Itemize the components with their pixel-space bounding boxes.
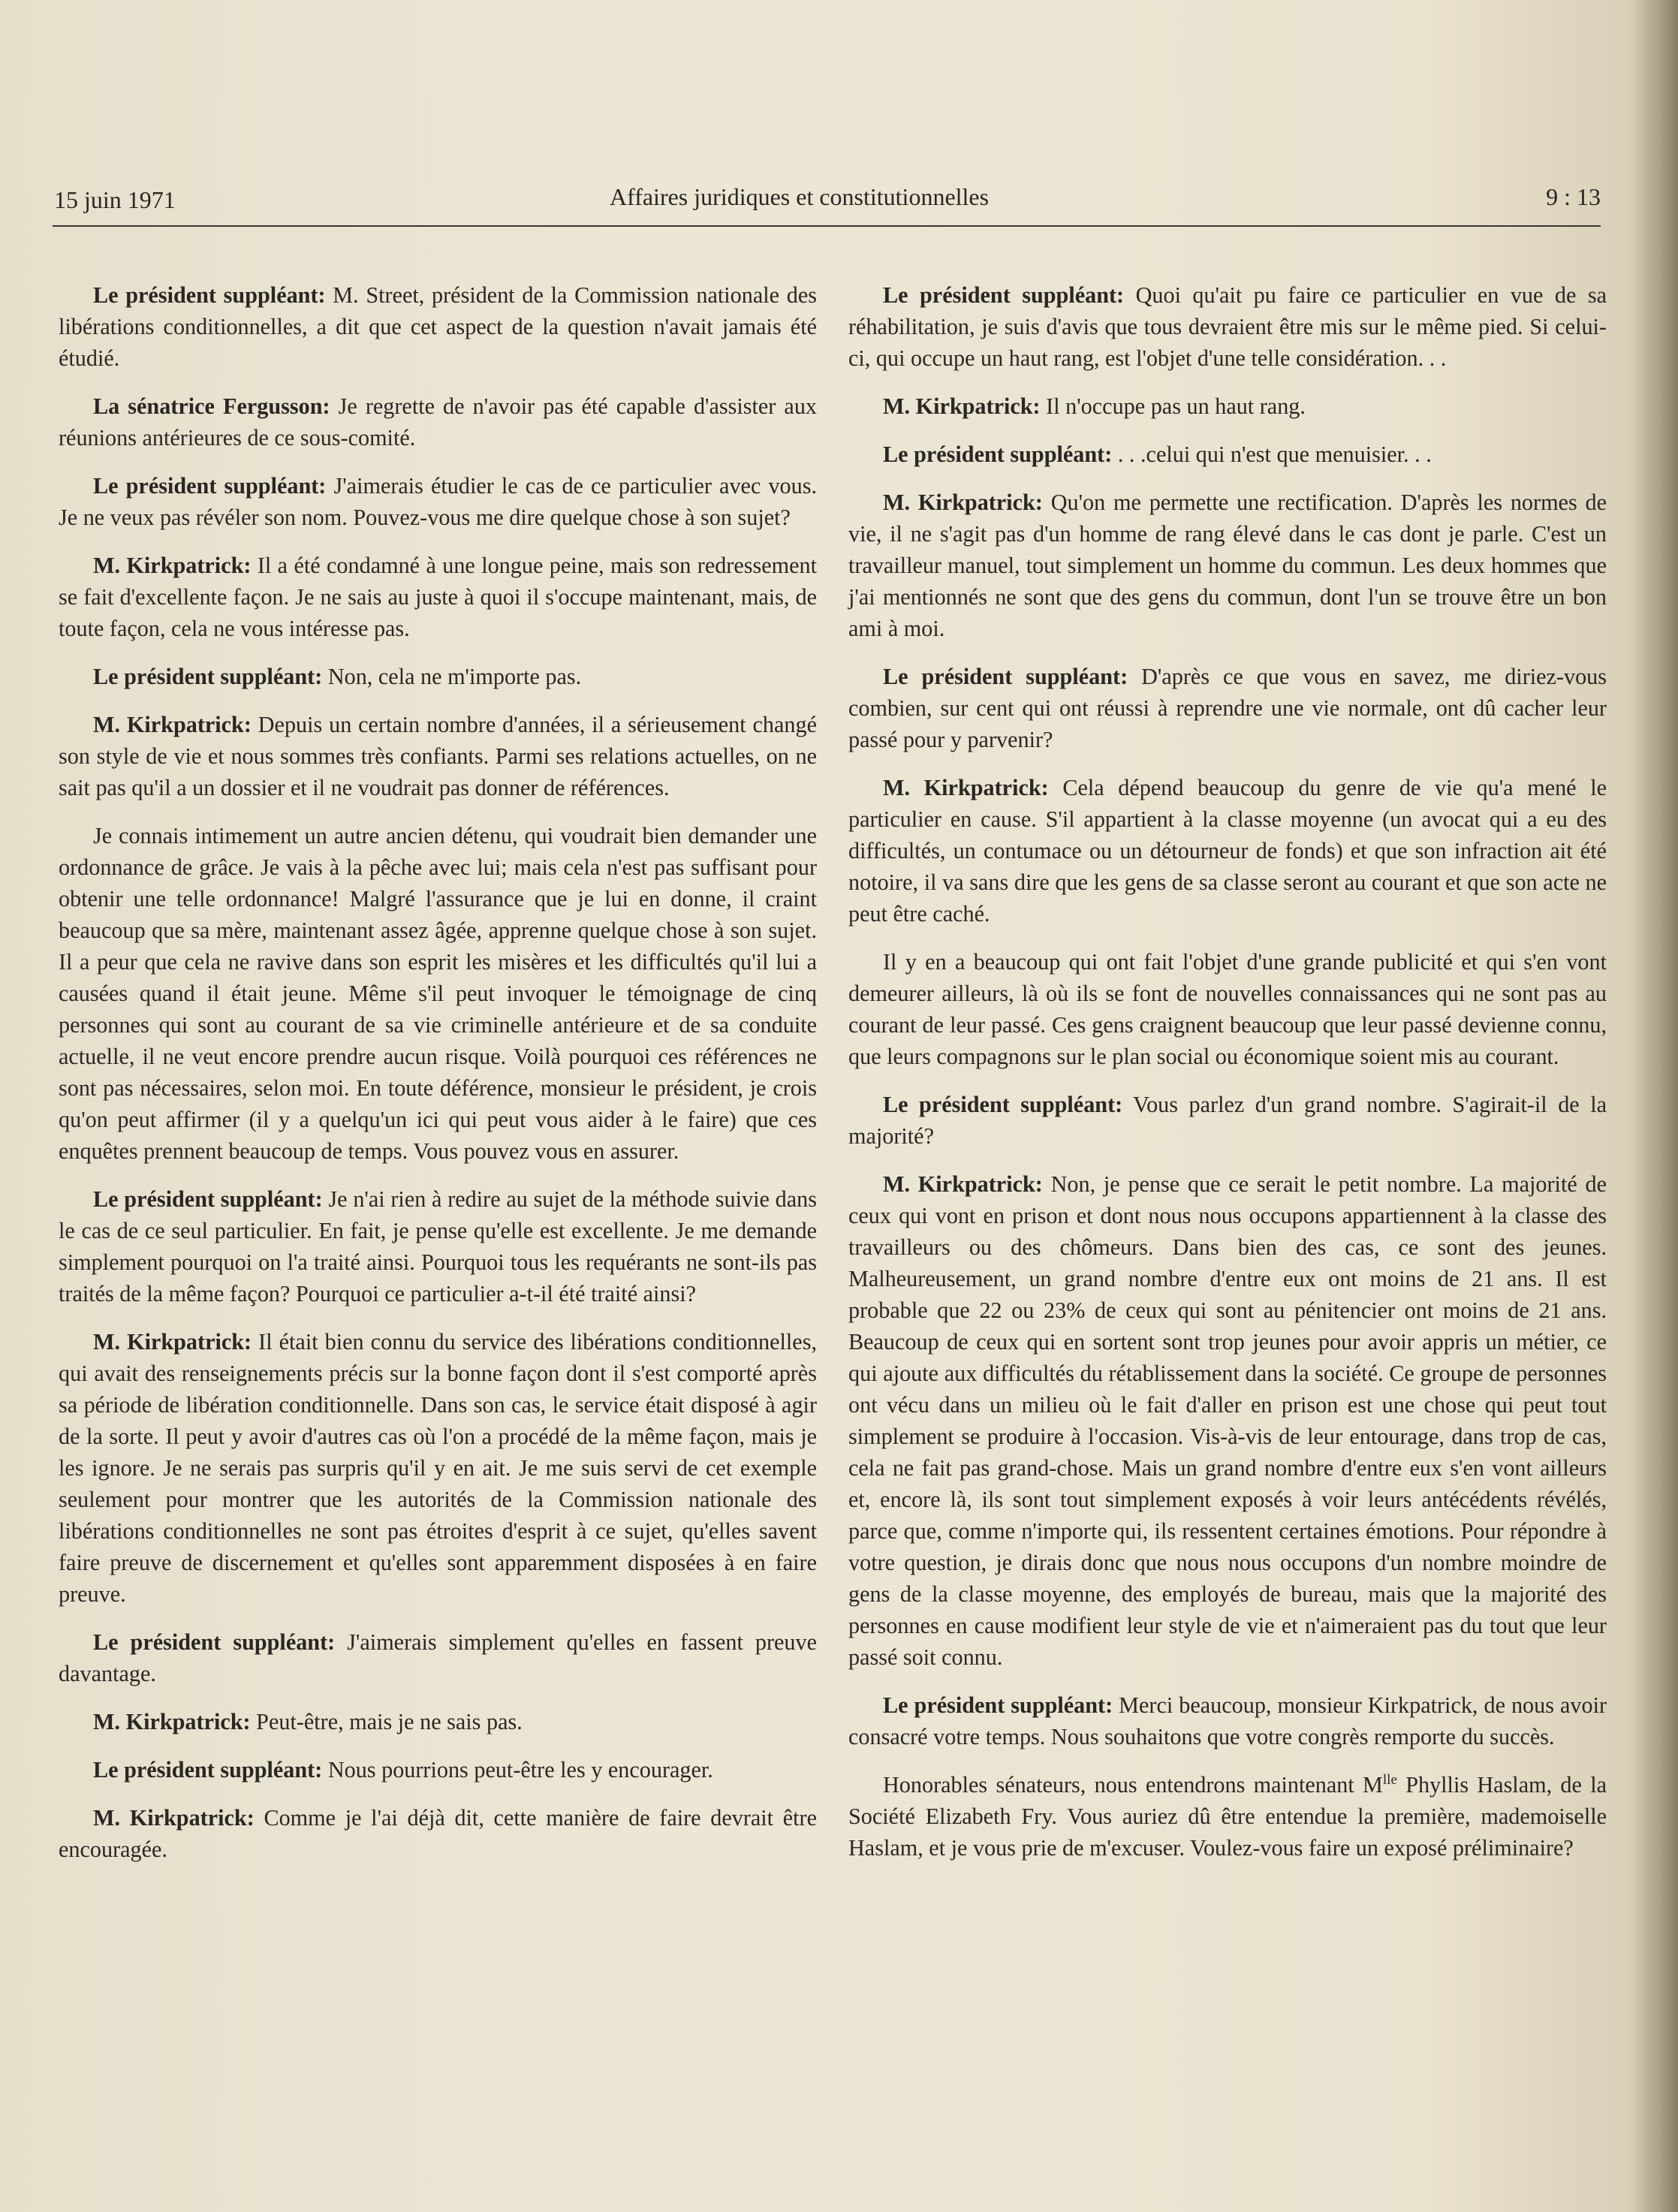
paragraph [848,661,1607,755]
paragraph [59,1326,817,1610]
paragraph [59,1706,817,1737]
paragraph [59,1183,817,1309]
paragraph [848,772,1607,930]
left-column [59,279,817,1882]
paragraph-text: Merci beaucoup, monsieur Kirkpatrick, de nous avoir consacré votre temps. Nous souhaitons que votre congrès remporte du succès. [848,1692,1607,1749]
paragraph [848,1089,1607,1152]
speaker-name: M. Kirkpatrick: [93,1805,255,1831]
paragraph [59,1754,817,1786]
paragraph [848,946,1607,1072]
right-column [848,279,1607,1880]
paragraph-text: Je regrette de n'avoir pas été capable d'assister aux réunions antérieures de ce sous-comité. [59,393,818,451]
speaker-name: Le président suppléant: [93,282,326,308]
speaker-name: Le président suppléant: [93,1186,323,1212]
paragraph-text: Non, je pense que ce serait le petit nombre. La majorité de ceux qui vont en prison et dont nous nous occupons appartiennent à la classe des travailleurs ou des chômeurs. Dans bien des cas, ce sont des jeunes. Malheureusement, un grand nombre d'entre eux ont moins de 21 ans. Il est probable que 22 ou 23% de ceux qui sont au pénitencier ont moins de 21 ans. Beaucoup de ceux qui en sortent sont trop jeunes pour avoir appris un métier, ce qui ajoute aux difficultés du rétablissement dans la société. Ce groupe de personnes ont vécu dans un milieu où le fait d'aller en prison est une chose qui peut tout simplement se produire à l'occasion. Vis-à-vis de leur entourage, dans trop de cas, cela ne fait pas grand-chose. Mais un grand nombre d'entre eux s'en vont ailleurs et, encore là, ils sont tout simplement exposés à voir leurs antécédents révélés, parce que, comme n'importe qui, ils ressentent certaines émotions. Pour répondre à votre question, je dirais donc que nous nous occupons d'un nombre moindre de gens de la classe moyenne, des employés de bureau, mais que la majorité des personnes en cause modifient leur style de vie et n'aimeraient pas du tout que leur passé soit connu. [848,1171,1607,1670]
closing-paragraph [848,1769,1607,1864]
paragraph-text: M. Street, président de la Commission nationale des libérations conditionnelles, a dit que cet aspect de la question n'avait jamais été étudié. [59,282,817,371]
header-date: 15 juin 1971 [54,186,176,213]
speaker-name: Le président suppléant: [883,441,1113,467]
paragraph [59,1626,817,1689]
closing-text-before: Honorables sénateurs, nous entendrons maintenant M [883,1772,1383,1798]
paragraph [59,820,817,1167]
speaker-name: Le président suppléant: [883,664,1128,689]
closing-superscript: lle [1382,1771,1397,1788]
paragraph-text: Vous parlez d'un grand nombre. S'agirait-il de la majorité? [848,1092,1607,1149]
paragraph [848,487,1607,644]
paragraph-text: Qu'on me permette une rectification. D'après les normes de vie, il ne s'agit pas d'un homme de rang élevé dans le cas dont je parle. C'est un travailleur manuel, tout simplement un homme du commun. Les deux hommes que j'ai mentionnés ne sont que des gens du commun, dont l'un se trouve être un bon ami à moi. [848,490,1607,641]
paragraph-text: Quoi qu'ait pu faire ce particulier en vue de sa réhabilitation, je suis d'avis que tous devraient être mis sur le même pied. Si celui-ci, qui occupe un haut rang, est l'objet d'une telle considération. . . [848,282,1607,371]
speaker-name: M. Kirkpatrick: [93,712,252,737]
speaker-name: M. Kirkpatrick: [883,393,1041,419]
right-column-paragraphs [848,279,1607,1752]
paragraph-text: D'après ce que vous en savez, me diriez-vous combien, sur cent qui ont réussi à reprendre une vie normale, ont dû cacher leur passé pour y parvenir? [848,664,1607,752]
speaker-name: Le président suppléant: [883,1692,1113,1718]
closing-text-after: Phyllis Haslam, de la Société Elizabeth Fry. Vous auriez dû être entendue la première, mademoiselle Haslam, et je vous prie de m'excuser. Voulez-vous faire un exposé préliminaire? [848,1772,1607,1861]
paragraph-text: Il a été condamné à une longue peine, mais son redressement se fait d'excellente façon. Je ne sais au juste à quoi il s'occupe maintenant, mais, de toute façon, cela ne vous intéresse pas. [59,553,818,641]
paragraph-text: Je n'ai rien à redire au sujet de la méthode suivie dans le cas de ce seul particulier. En fait, je pense qu'elle est excellente. Je me demande simplement pourquoi on l'a traité ainsi. Pourquoi tous les requérants ne sont-ils pas traités de la même façon? Pourquoi ce particulier a-t-il été traité ainsi? [59,1186,817,1306]
paragraph-text: . . .celui qui n'est que menuisier. . . [1117,441,1432,467]
speaker-name: Le président suppléant: [93,664,323,689]
header-title: Affaires juridiques et constitutionnelles [610,183,990,210]
paragraph [59,279,817,374]
paragraph-text: Je connais intimement un autre ancien détenu, qui voudrait bien demander une ordonnance de grâce. Je vais à la pêche avec lui; mais cela n'est pas suffisant pour obtenir une telle ordonnance! Malgré l'assurance que je lui en donne, il craint beaucoup que sa mère, maintenant assez âgée, apprenne quelque chose à son sujet. Il a peur que cela ne ravive dans son esprit les misères et les difficultés qu'il lui a causées quand il était jeune. Même s'il peut invoquer le témoignage de cinq personnes qui sont au courant de sa vie criminelle antérieure et de sa conduite actuelle, il ne veut encore prendre aucun risque. Voilà pourquoi ces références ne sont pas nécessaires, selon moi. En toute déférence, monsieur le président, je crois qu'on peut affirmer (il y a quelqu'un ici qui peut vous aider à le faire) que ces enquêtes prennent beaucoup de temps. Vous pouvez vous en assurer. [59,823,817,1164]
paragraph-text: Il était bien connu du service des libérations conditionnelles, qui avait des renseignements précis sur la bonne façon dont il s'est comporté après sa période de libération conditionnelle. Dans son cas, le service était disposé à agir de la sorte. Il peut y avoir d'autres cas où l'on a procédé de la même façon, mais je les ignore. Je ne serais pas surpris qu'il y en ait. Je me suis servi de cet exemple seulement pour montrer que les autorités de la Commission nationale des libérations conditionnelles ne sont pas étroites d'esprit à ce sujet, qu'elles savent faire preuve de discernement et qu'elles sont apparemment disposées à en faire preuve. [59,1329,817,1607]
paragraph-text: Nous pourrions peut-être les y encourager. [327,1757,713,1783]
speaker-name: M. Kirkpatrick: [883,775,1049,800]
speaker-name: Le président suppléant: [883,282,1125,308]
paragraph-text: Il y en a beaucoup qui ont fait l'objet d'une grande publicité et qui s'en vont demeurer ailleurs, là où ils se font de nouvelles connaissances qui ne sont pas au courant de leur passé. Ces gens craignent beaucoup que leur passé devienne connu, que leurs compagnons sur le plan social ou économique soient mis au courant. [848,949,1607,1069]
paragraph [59,550,817,644]
speaker-name: M. Kirkpatrick: [883,490,1043,515]
paragraph [59,709,817,803]
paragraph-text: Depuis un certain nombre d'années, il a sérieusement changé son style de vie et nous sommes très confiants. Parmi ses relations actuelles, on ne sait pas qu'il a un dossier et il ne voudrait pas donner de références. [59,712,817,800]
speaker-name: M. Kirkpatrick: [93,1329,252,1355]
paragraph [848,1168,1607,1673]
header-page-number: 9 : 13 [1546,183,1601,210]
speaker-name: Le président suppléant: [93,1629,336,1655]
speaker-name: Le président suppléant: [93,473,327,499]
paragraph-text: Peut-être, mais je ne sais pas. [256,1709,523,1734]
paragraph [59,470,817,533]
paragraph-text: Il n'occupe pas un haut rang. [1046,393,1306,419]
paragraph-text: Comme je l'ai déjà dit, cette manière de faire devrait être encouragée. [59,1805,817,1862]
paragraph [59,1802,817,1865]
speaker-name: M. Kirkpatrick: [93,1709,251,1734]
running-header [54,183,1601,227]
speaker-name: Le président suppléant: [93,1757,323,1783]
book-spine-shadow [1633,0,1678,2212]
paragraph-text: J'aimerais simplement qu'elles en fassent preuve davantage. [59,1629,817,1686]
paragraph [59,390,817,454]
speaker-name: M. Kirkpatrick: [93,553,252,578]
speaker-name: Le président suppléant: [883,1092,1123,1117]
paragraph [59,661,817,692]
paragraph-text: Cela dépend beaucoup du genre de vie qu'a mené le particulier en cause. S'il appartient à la classe moyenne (un avocat qui a eu des difficultés, un contumace ou un détourneur de fonds) et que son infraction ait été notoire, il va sans dire que les gens de sa classe seront au courant et que son acte ne peut être caché. [848,775,1607,927]
speaker-name: La sénatrice Fergusson: [93,393,330,419]
paragraph [848,438,1607,470]
speaker-name: M. Kirkpatrick: [883,1171,1043,1197]
paragraph [848,1689,1607,1752]
header-rule [53,225,1601,227]
paragraph-text: J'aimerais étudier le cas de ce particulier avec vous. Je ne veux pas révéler son nom. Pouvez-vous me dire quelque chose à son sujet? [59,473,818,530]
paragraph [848,279,1607,374]
paragraph [848,390,1607,422]
paragraph-text: Non, cela ne m'importe pas. [327,664,582,689]
